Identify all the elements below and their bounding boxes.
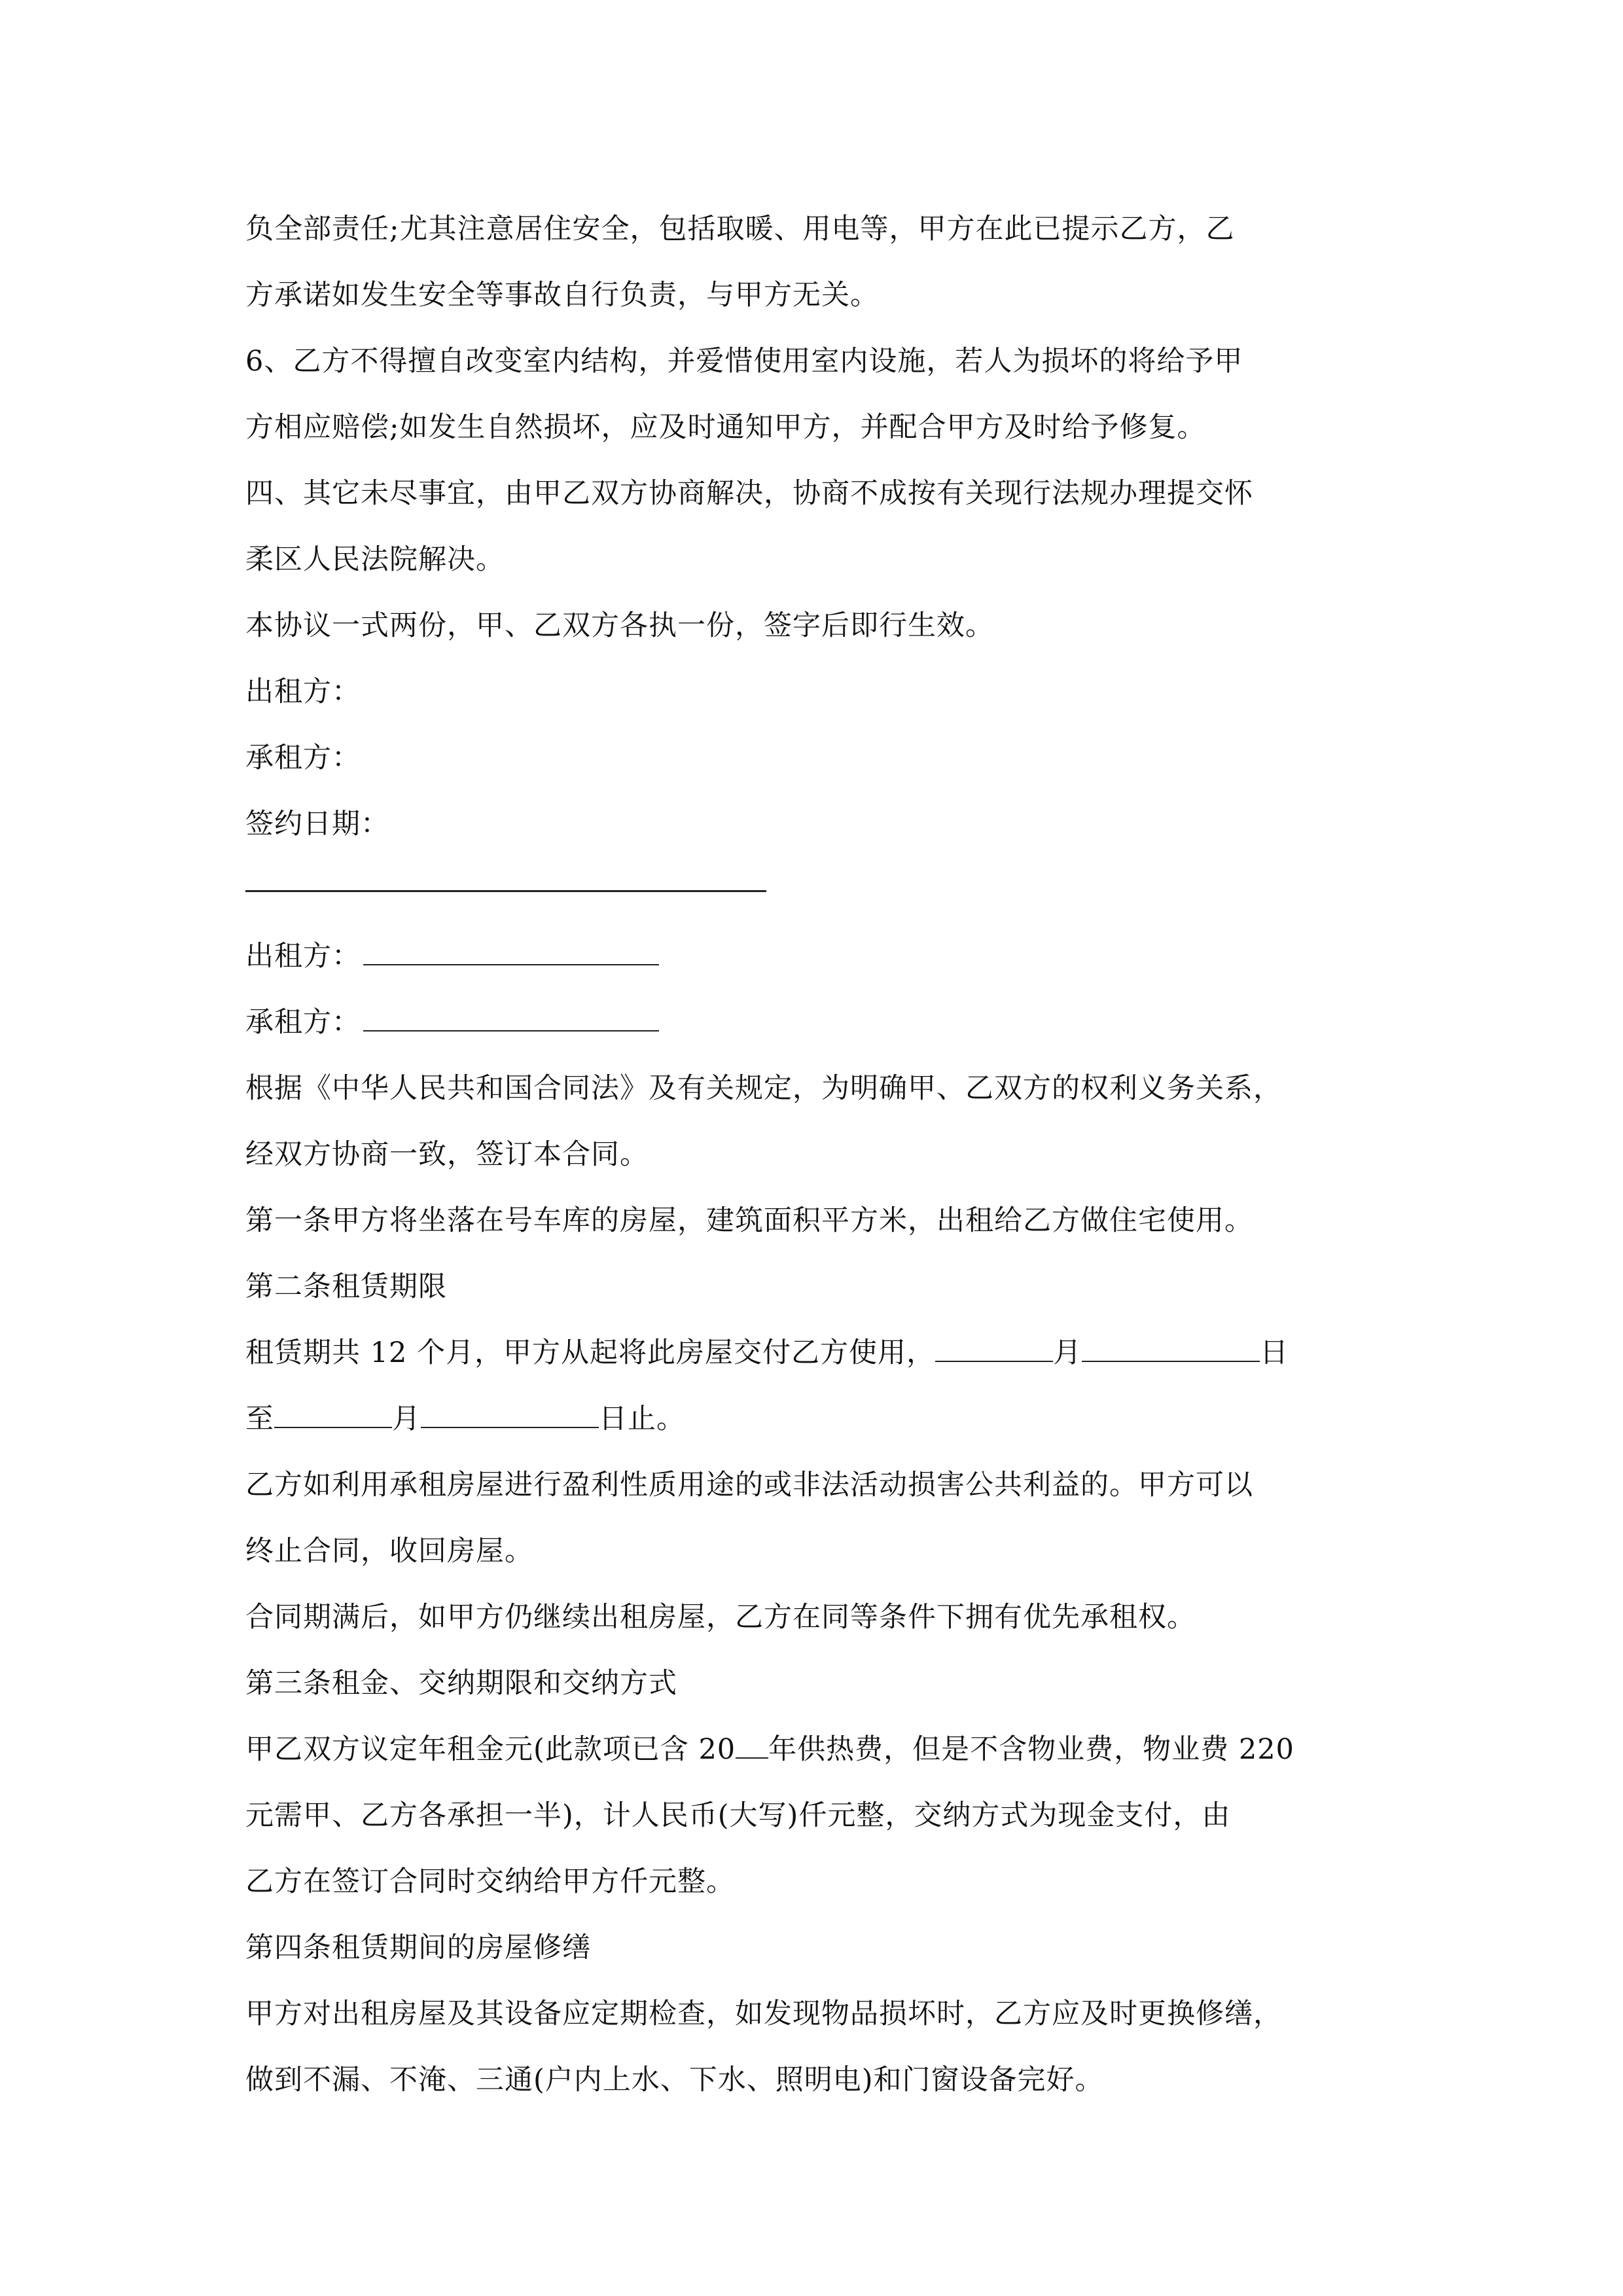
end-day-blank xyxy=(421,1401,599,1428)
lessor-signature-blank xyxy=(363,938,659,965)
paragraph-line: 第一条甲方将坐落在号车库的房屋，建筑面积平方米，出租给乙方做住宅使用。 xyxy=(245,1204,1253,1237)
lessee-label: 承租方： xyxy=(245,742,361,774)
section-heading: 第二条租赁期限 xyxy=(245,1270,447,1303)
day-label: 日 xyxy=(1260,1336,1289,1369)
lessee-signature-blank xyxy=(363,1004,659,1031)
month-label: 月 xyxy=(1053,1336,1082,1369)
rent-text-cont: 年供热费，但是不含物业费，物业费 220 xyxy=(768,1733,1294,1766)
paragraph-line: 本协议一式两份，甲、乙双方各执一份，签字后即行生效。 xyxy=(245,609,994,642)
section-heading: 第四条租赁期间的房屋修缮 xyxy=(245,1931,591,1964)
end-month-blank xyxy=(274,1401,392,1428)
paragraph-line: 乙方在签订合同时交纳给甲方仟元整。 xyxy=(245,1865,735,1898)
lessor-label: 出租方： xyxy=(245,675,361,708)
paragraph-line: 乙方如利用承租房屋进行盈利性质用途的或非法活动损害公共利益的。甲方可以 xyxy=(245,1469,1253,1501)
paragraph-line: 甲方对出租房屋及其设备应定期检查，如发现物品损坏时，乙方应及时更换修缮， xyxy=(245,1998,1282,2030)
paragraph-line: 方承诺如发生安全等事故自行负责，与甲方无关。 xyxy=(245,279,879,312)
lease-term-end-line xyxy=(245,1386,1397,1452)
lessor-signature-line xyxy=(245,924,1397,990)
lease-term-text: 租赁期共 12 个月，甲方从起将此房屋交付乙方使用， xyxy=(245,1336,936,1369)
paragraph-line: 柔区人民法院解决。 xyxy=(245,543,505,576)
section-divider xyxy=(245,857,1397,924)
start-day-blank xyxy=(1082,1335,1260,1362)
rent-line xyxy=(245,1717,1397,1783)
paragraph-line: 负全部责任;尤其注意居住安全，包括取暖、用电等，甲方在此已提示乙方，乙 xyxy=(245,213,1235,245)
paragraph-line: 元需甲、乙方各承担一半)，计人民币(大写)仟元整，交纳方式为现金支付，由 xyxy=(245,1799,1231,1832)
paragraph-line: 做到不漏、不淹、三通(户内上水、下水、照明电)和门窗设备完好。 xyxy=(245,2064,1104,2096)
start-month-blank xyxy=(935,1335,1053,1362)
paragraph-line: 终止合同，收回房屋。 xyxy=(245,1535,533,1568)
lease-term-start-line xyxy=(245,1320,1397,1386)
paragraph-line: 6、乙方不得擅自改变室内结构，并爱惜使用室内设施，若人为损坏的将给予甲 xyxy=(245,345,1243,378)
section-heading: 第三条租金、交纳期限和交纳方式 xyxy=(245,1667,677,1700)
paragraph-line: 方相应赔偿;如发生自然损坏，应及时通知甲方，并配合甲方及时给予修复。 xyxy=(245,411,1206,444)
paragraph-line: 经双方协商一致，签订本合同。 xyxy=(245,1138,649,1171)
paragraph-line: 四、其它未尽事宜，由甲乙双方协商解决，协商不成按有关现行法规办理提交怀 xyxy=(245,477,1253,510)
document-body xyxy=(245,196,1397,2113)
signing-date-label: 签约日期： xyxy=(245,808,389,840)
lessor-signature-label: 出租方： xyxy=(245,940,361,973)
paragraph-line: 合同期满后，如甲方仍继续出租房屋，乙方在同等条件下拥有优先承租权。 xyxy=(245,1601,1196,1634)
end-day-label: 日止。 xyxy=(599,1403,685,1435)
paragraph-line: 根据《中华人民共和国合同法》及有关规定，为明确甲、乙双方的权利义务关系， xyxy=(245,1072,1282,1105)
rent-text: 甲乙双方议定年租金元(此款项已含 20 xyxy=(245,1733,736,1766)
lessee-signature-line xyxy=(245,990,1397,1056)
year-blank xyxy=(736,1731,768,1759)
until-label: 至 xyxy=(245,1403,274,1435)
lessee-signature-label: 承租方： xyxy=(245,1006,361,1039)
month-label: 月 xyxy=(392,1403,421,1435)
